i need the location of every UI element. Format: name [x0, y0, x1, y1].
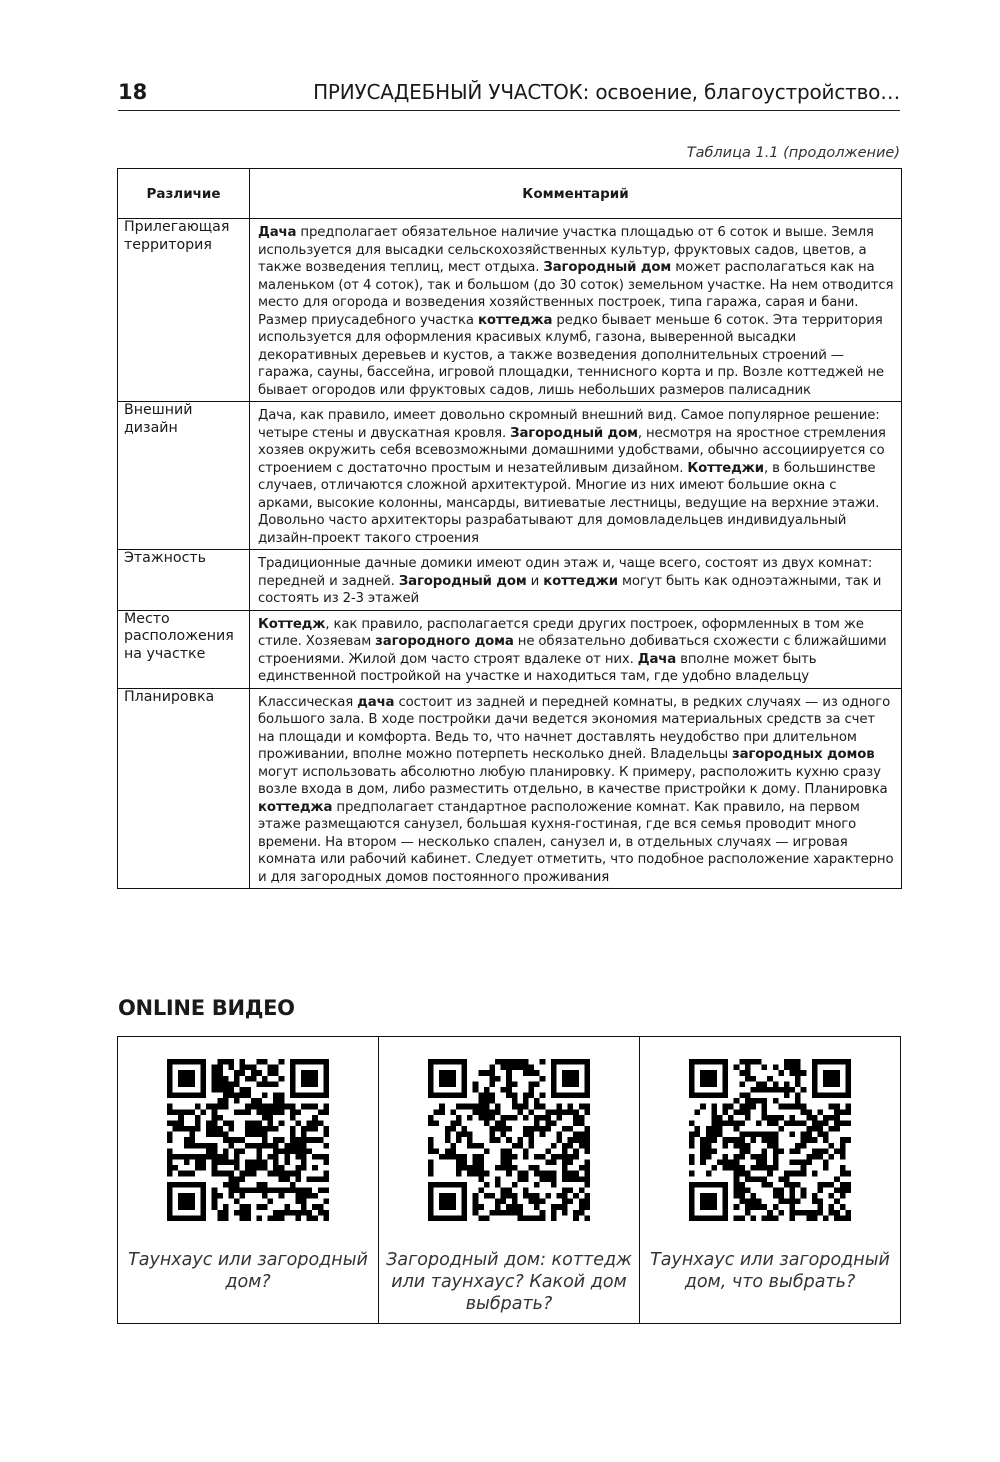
video-title: Таунхаус или загородный дом, что выбрать? [650, 1250, 890, 1292]
table-row [118, 219, 902, 402]
table-row [118, 610, 902, 688]
column-header-difference: Различие [118, 169, 250, 219]
table-row [118, 550, 902, 611]
page-number: 18 [118, 80, 148, 104]
row-comment: Традиционные дачные домики имеют один этаж и, чаще всего, состоят из двух комнат: передней и задней. Загородный дом и коттеджи могут быть как одноэтажными, так и состоять из 2-3 этажей [250, 550, 902, 611]
page-header [118, 78, 900, 111]
table-caption: Таблица 1.1 (продолжение) [686, 145, 900, 161]
video-title: Загородный дом: коттедж или таунхаус? Какой дом выбрать? [386, 1250, 632, 1314]
video-card[interactable] [118, 1037, 379, 1323]
table-row [118, 402, 902, 550]
qr-code-icon[interactable] [689, 1059, 851, 1221]
qr-code-icon[interactable] [428, 1059, 590, 1221]
comparison-table [117, 168, 902, 889]
online-video-title: ONLINE ВИДЕО [118, 996, 295, 1020]
video-title: Таунхаус или загородный дом? [128, 1250, 368, 1292]
row-label: Внешний дизайн [118, 402, 250, 550]
row-comment: Коттедж, как правило, располагается среди других построек, оформленных в том же стиле. Хозяевам загородного дома не обязательно добиваться схожести с ближайшими строениями. Жилой дом часто строят вдалеке от них. Дача вполне может быть единственной постройкой на участке и находиться там, где удобно владельцу [250, 610, 902, 688]
row-label: Этажность [118, 550, 250, 611]
row-label: Место расположения на участке [118, 610, 250, 688]
video-card[interactable] [379, 1037, 640, 1323]
row-comment: Дача, как правило, имеет довольно скромный внешний вид. Самое популярное решение: четыре стены и двускатная кровля. Загородный дом, несмотря на яростное стремления хозяев окружить себя всевозможными домашними удобствами, обычно ассоциируется со строением с достаточно простым и незатейливым дизайном. Коттеджи, в большинстве случаев, отличаются сложной архитектурой. Многие из них имеют большие окна с арками, высокие колонны, мансарды, витиеватые лестницы, ведущие на верхние этажи. Довольно часто архитекторы разрабатывают для домовладельцев индивидуальный дизайн-проект такого строения [250, 402, 902, 550]
row-label: Прилегающая территория [118, 219, 250, 402]
row-comment: Классическая дача состоит из задней и передней комнаты, в редких случаях — из одного большого зала. В ходе постройки дачи ведется экономия материальных средств за счет на площади и комфорта. Ведь то, что начнет доставлять неудобство при длительном проживании, вполне можно потерпеть несколько дней. Владельцы загородных домов могут использовать абсолютно любую планировку. К примеру, расположить кухню сразу возле входа в дом, либо разместить отдельно, в качестве пристройки к дому. Планировка коттеджа предполагает стандартное расположение комнат. Как правило, на первом этаже размещаются санузел, большая кухня-гостиная, где вся семья проводит много времени. На втором — несколько спален, санузел и, в отдельных случаях — игровая комната или рабочий кабинет. Следует отметить, что подобное расположение характерно и для загородных домов постоянного проживания [250, 688, 902, 889]
video-card[interactable] [640, 1037, 900, 1323]
column-header-comment: Комментарий [250, 169, 902, 219]
row-comment: Дача предполагает обязательное наличие участка площадью от 6 соток и выше. Земля используется для высадки сельскохозяйственных культур, фруктовых садов, цветов, а также возведения теплиц, мест отдыха. Загородный дом может располагаться как на маленьком (от 4 соток), так и большом (до 30 соток) земельном участке. На нем отводится место для огорода и возведения хозяйственных построек, типа гаража, сарая и бани. Размер приусадебного участка коттеджа редко бывает меньше 6 соток. Эта территория используется для оформления красивых клумб, газона, выверенной высадки декоративных деревьев и кустов, а также возведения дополнительных строений — гаража, сауны, бассейна, игровой площадки, теннисного корта и пр. Возле коттеджей не бывает огородов или фруктовых садов, лишь небольших размеров палисадник [250, 219, 902, 402]
row-label: Планировка [118, 688, 250, 889]
running-title: ПРИУСАДЕБНЫЙ УЧАСТОК: освоение, благоустройство… [313, 80, 900, 104]
table-row [118, 688, 902, 889]
online-video-panel [117, 1036, 901, 1324]
qr-code-icon[interactable] [167, 1059, 329, 1221]
table-header-row [118, 169, 902, 219]
